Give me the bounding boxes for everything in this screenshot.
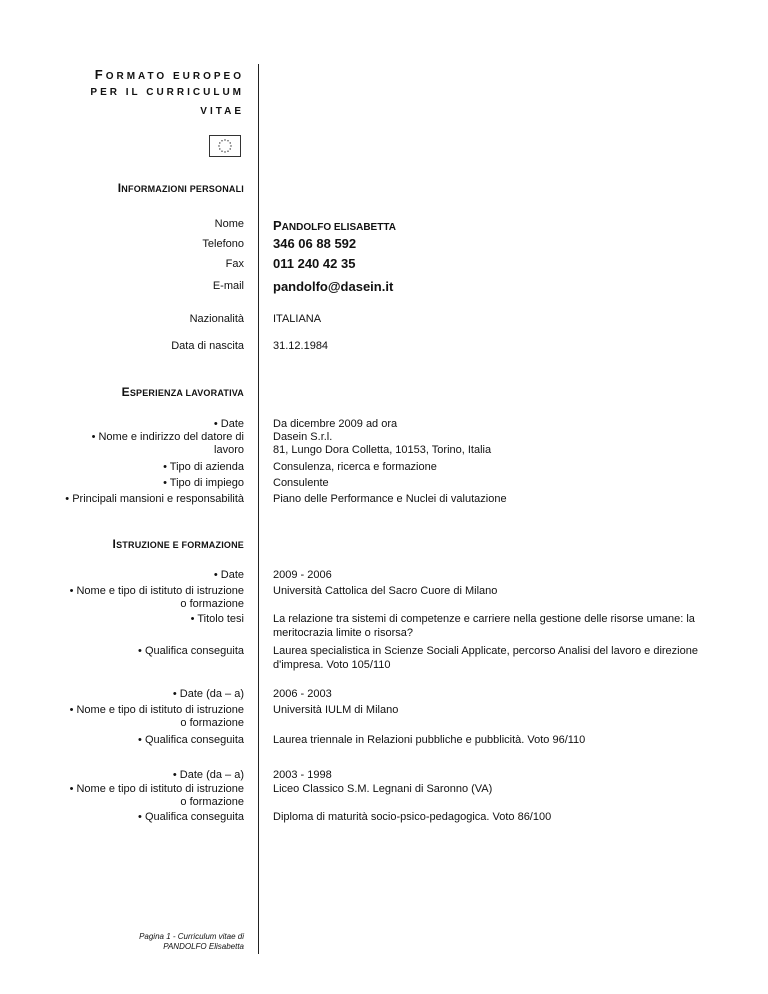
label-name: Nome	[214, 218, 244, 230]
label-edu2-institution-cont: o formazione	[180, 717, 244, 729]
eu-flag-icon	[209, 135, 241, 157]
label-edu2-qualification: • Qualifica conseguita	[138, 734, 244, 746]
value-employer-name: Dasein S.r.l.	[273, 431, 333, 443]
label-nationality: Nazionalità	[189, 313, 244, 325]
label-edu3-institution-cont: o formazione	[180, 796, 244, 808]
label-edu1-institution-cont: o formazione	[180, 598, 244, 610]
page-footer-line2: PANDOLFO Elisabetta	[163, 942, 244, 951]
value-employer-address: 81, Lungo Dora Colletta, 10153, Torino, Italia	[273, 444, 492, 456]
label-edu1-date: • Date	[213, 569, 244, 581]
value-nationality: ITALIANA	[273, 313, 322, 325]
label-edu1-thesis: • Titolo tesi	[190, 613, 244, 625]
label-company-type: • Tipo di azienda	[163, 461, 244, 473]
section-heading-education: ISTRUZIONE E FORMAZIONE	[112, 537, 244, 551]
column-divider	[258, 64, 259, 954]
value-edu1-thesis: La relazione tra sistemi di competenze e carriere nella gestione delle risorse umane: la	[273, 613, 695, 625]
value-edu2-date: 2006 - 2003	[273, 688, 332, 700]
label-job-type: • Tipo di impiego	[163, 477, 244, 489]
label-fax: Fax	[225, 258, 244, 270]
value-work-date: Da dicembre 2009 ad ora	[273, 418, 398, 430]
page-footer-line1: Pagina 1 - Curriculum vitae di	[139, 932, 244, 941]
label-edu3-date: • Date (da – a)	[172, 769, 244, 781]
value-email[interactable]: pandolfo@dasein.it	[273, 279, 394, 294]
value-birth-date: 31.12.1984	[273, 340, 329, 352]
label-edu1-qualification: • Qualifica conseguita	[138, 645, 244, 657]
value-duties: Piano delle Performance e Nuclei di valutazione	[273, 493, 507, 505]
label-edu3-qualification: • Qualifica conseguita	[138, 811, 244, 823]
value-company-type: Consulenza, ricerca e formazione	[273, 461, 437, 473]
label-birth-date: Data di nascita	[171, 340, 244, 352]
value-edu2-qualification: Laurea triennale in Relazioni pubbliche e pubblicità. Voto 96/110	[273, 734, 586, 746]
value-name: PANDOLFO ELISABETTA	[273, 218, 396, 233]
value-edu1-qualification-cont: d'impresa. Voto 105/110	[273, 659, 391, 671]
label-work-date: • Date	[213, 418, 244, 430]
document-title-line1: FORMATO EUROPEO	[94, 67, 244, 82]
label-edu2-institution: • Nome e tipo di istituto di istruzione	[69, 704, 244, 716]
value-job-type: Consulente	[273, 477, 329, 489]
label-duties: • Principali mansioni e responsabilità	[65, 493, 244, 505]
value-edu2-institution: Università IULM di Milano	[273, 704, 399, 716]
document-title-line3: VITAE	[200, 106, 244, 117]
value-edu1-thesis-cont: meritocrazia limite o risorsa?	[273, 627, 413, 639]
section-heading-work: ESPERIENZA LAVORATIVA	[121, 385, 244, 399]
value-edu1-institution: Università Cattolica del Sacro Cuore di Milano	[273, 585, 498, 597]
label-edu1-institution: • Nome e tipo di istituto di istruzione	[69, 585, 244, 597]
label-edu2-date: • Date (da – a)	[172, 688, 244, 700]
document-title-line2: PER IL CURRICULUM	[90, 87, 244, 98]
value-edu3-qualification: Diploma di maturità socio-psico-pedagogica. Voto 86/100	[273, 811, 552, 823]
label-edu3-institution: • Nome e tipo di istituto di istruzione	[69, 783, 244, 795]
label-phone: Telefono	[202, 238, 244, 250]
label-employer-cont: lavoro	[214, 444, 244, 456]
label-email: E-mail	[212, 280, 244, 292]
value-fax: 011 240 42 35	[273, 256, 356, 271]
section-heading-personal: INFORMAZIONI PERSONALI	[117, 181, 244, 195]
value-edu3-date: 2003 - 1998	[273, 769, 332, 781]
value-phone: 346 06 88 592	[273, 236, 357, 251]
label-employer: • Nome e indirizzo del datore di	[91, 431, 244, 443]
value-edu1-date: 2009 - 2006	[273, 569, 332, 581]
value-edu1-qualification: Laurea specialistica in Scienze Sociali Applicate, percorso Analisi del lavoro e direzione	[273, 645, 698, 657]
value-edu3-institution: Liceo Classico S.M. Legnani di Saronno (VA)	[273, 783, 493, 795]
